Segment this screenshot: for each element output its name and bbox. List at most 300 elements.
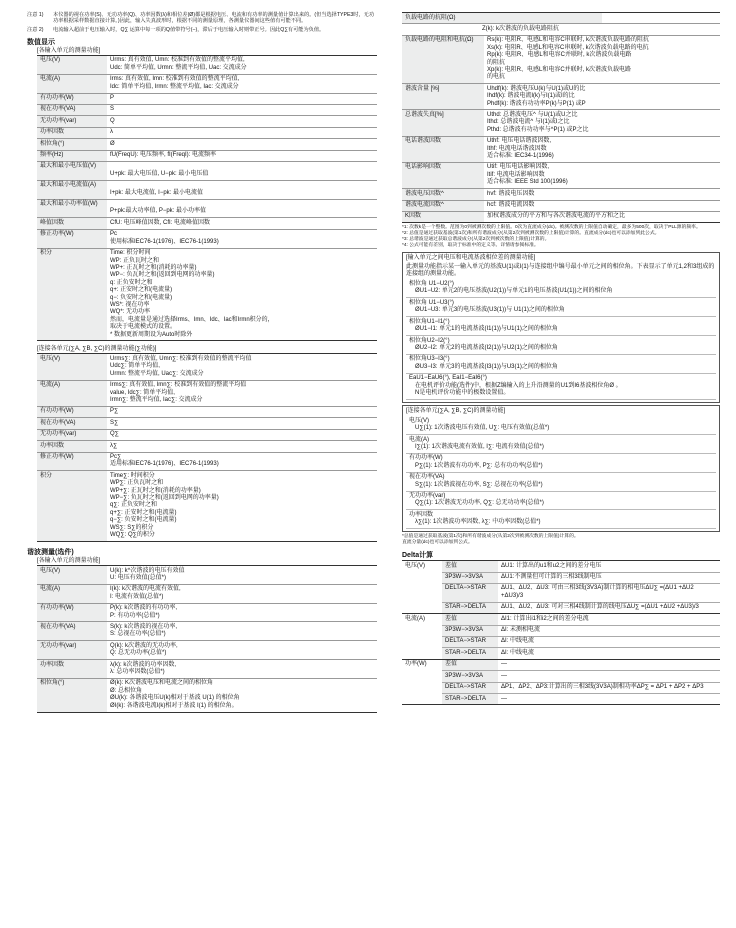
row-value: [484, 212, 720, 222]
numeric-display-title: 数值显示: [27, 38, 55, 46]
delta-row: [442, 626, 720, 637]
table-row: [402, 110, 720, 136]
row-value: [107, 151, 377, 161]
table-row: [37, 418, 377, 429]
row-value: Z(k): k次谐波的负载电路阻抗: [482, 25, 559, 32]
table-row: [37, 585, 377, 604]
value-line: q+: 正安时之和(电流量): [110, 287, 173, 294]
delta-row: [442, 603, 720, 613]
note-key: 注意 1): [27, 12, 44, 18]
row-value: [107, 471, 377, 541]
value-line: Uthd: 总谐波电压^ 与U(1)或U之比: [487, 111, 578, 118]
row-label: 视在功率(VA): [37, 622, 107, 640]
phase-item: [406, 317, 716, 336]
delta-key: 差值: [442, 614, 498, 624]
table-row: [37, 622, 377, 641]
value-line: ΔI: 中线电流: [501, 649, 535, 656]
value-line: P∑: [110, 408, 119, 415]
row-label: 视在功率(VA): [37, 105, 107, 115]
table-row: [37, 200, 377, 219]
delta-key: STAR−>DELTA: [442, 603, 498, 613]
value-line: Uhdf(k): 谐波电压U(k)与U(1)或U的比: [487, 85, 586, 92]
row-value: [107, 181, 377, 199]
delta-rows: [442, 614, 720, 659]
row-label: 电话谐波因数: [402, 137, 484, 162]
delta-label: 电压(V): [405, 562, 425, 569]
value-line: 适合标准: IEEE Std 100(1996): [487, 179, 568, 186]
item-desc: ØU2−I2: 单元2的电流基波(I2(1))与U2(1)之间的相位角: [415, 344, 558, 351]
row-label: 有功功率(W): [37, 604, 107, 622]
value-line: Time: 积分时间: [110, 250, 151, 257]
value-line: ΔI: 未测相电流: [501, 627, 541, 634]
value-line: q: 正负安时之和: [110, 279, 153, 286]
value-line: U(k): k^次谐波的电压有效值: [110, 567, 185, 574]
value-line: Urms∑: 真有效值, Umn∑: 校准到有效值的整流平均值: [110, 355, 252, 362]
row-label: 积分: [37, 249, 107, 341]
value-line: WP−: 负瓦时之和(返回到电网的功率量): [110, 272, 215, 279]
row-label: 总谐波失真[%]: [402, 110, 484, 135]
row-value: [484, 84, 720, 109]
value-line: [110, 163, 374, 170]
footnote: 直流分量(dc)也可以添加到公式。: [402, 540, 473, 546]
item-desc: 在电机评价功能(选件)中，根据Z编输入的上升沿测量的U1到I6基波相位角Ø 。: [415, 382, 622, 389]
value-line: S: 总视在功率(总值*): [110, 631, 166, 638]
item-label: 电压(V): [409, 417, 429, 424]
table-row: [37, 181, 377, 200]
value-line: Ø(k): K次谐波电压和电流之间的相位角: [110, 680, 213, 687]
value-line: ΔI1: 计算出i1和i2之间的差分电流: [501, 615, 589, 622]
delta-group: [402, 660, 720, 706]
item-desc: ØU1−U3: 单元3的电压基波(U3(1))与 U1(1)之间的相位角: [415, 307, 565, 314]
value-line: 使用标准IEC76-1(1976)、IEC76-1(1993): [110, 238, 219, 245]
value-line: S∑: [110, 419, 119, 426]
row-label: 电话影响因数: [402, 163, 484, 188]
table-row: [402, 36, 720, 84]
footnote: *3: 总谐波是通过获取总谐波成分(从第2次到被次数的上限值)计算的。: [402, 237, 550, 243]
value-line: P+pk:最大功率值, P−pk: 最小功率值: [110, 208, 207, 215]
value-line: ΔU1、ΔU2、ΔU3: 可由三相3线(3V3A)制计算的相电压: [501, 585, 646, 592]
row-label: 最大和最小电流值(A): [37, 181, 107, 199]
table-row: [37, 441, 377, 452]
table-row: [37, 162, 377, 181]
row-label: 最大和最小功率值(W): [37, 200, 107, 218]
row-label: 有功功率(W): [37, 94, 107, 104]
numeric-table: [37, 55, 377, 342]
delta-table: [402, 560, 720, 705]
sigma-subtitle: [连接各单元(∑A, ∑B, ∑C)的测量功能(∑功能)]: [37, 346, 157, 353]
value-line: WP∑: 正负瓦时之和: [110, 480, 164, 487]
row-value: [107, 162, 377, 180]
table-row: [37, 116, 377, 127]
note-text: 本仪器的视在功率(S)、无功功率(Q)、功率因数(λ)和相位差(Ø)都是根据电压、电流和有功率的测量值计算出来的。(但当选择TYPE3时，无功功率根据采样数据直接计算。)因此，输入失真波形时，根据不同的测量原理，各测量仪器间这些值有可能不同。: [53, 12, 375, 25]
value-line: value, Idc∑: 简单平均值,: [110, 389, 175, 396]
value-line: hcf: 谐波电流因数: [487, 202, 535, 209]
delta-row: [442, 671, 720, 682]
sigma-item: [406, 510, 716, 529]
delta-group: [402, 614, 720, 660]
value-line: [110, 182, 374, 189]
delta-value: [498, 694, 720, 704]
value-line: U+pk: 最大电压值, U−pk: 最小电压值: [110, 170, 209, 177]
value-line: fU(FreqU): 电压频率, fI(FreqI): 电流频率: [110, 152, 217, 159]
table-row: [402, 137, 720, 163]
delta-row: [442, 561, 720, 572]
box-heading: [输入单元之间电压和电流基波相位差的测量功能]: [406, 255, 536, 262]
sigma-item: [406, 454, 716, 473]
row-value: [107, 641, 377, 659]
harmonic-title: 谐波测量(选件): [27, 549, 74, 557]
value-line: ΔU1、ΔU2、ΔU3: 可对三相4线制计算的线电压: [501, 604, 627, 611]
value-line: P: 有功功率(总值*): [110, 612, 160, 619]
delta-key: 差值: [442, 660, 498, 670]
value-line: Idc: 简单平均值, Irmn: 整流平均值, Iac: 交流成分: [110, 83, 239, 90]
row-label: 修正功率(W): [37, 230, 107, 248]
value-line: * 数据更新周期设为Auto时除外: [110, 331, 193, 338]
row-value: [107, 218, 377, 228]
footnote: *1: 次数k是一个整数。范围为0到被测次数的上限值。0次为直流成分(dc)。被测次数的上限值自动确定，最多为500次，取决于PLL源的频率。: [402, 225, 701, 231]
value-line: Pc: [110, 231, 118, 238]
delta-row: [442, 584, 720, 603]
delta-value: [498, 614, 720, 624]
delta-row: [442, 614, 720, 625]
delta-key: DELTA−>STAR: [442, 683, 498, 693]
note-key: 注意 2): [27, 26, 44, 33]
row-value: [107, 56, 377, 74]
delta-key: 3P3W−>3V3A: [442, 626, 498, 636]
delta-row: [442, 683, 720, 694]
delta-key: DELTA−>STAR: [442, 584, 498, 602]
table-row: [37, 407, 377, 418]
row-value: [107, 128, 377, 138]
row-value: [484, 189, 720, 199]
table-row: [402, 163, 720, 189]
delta-rows: [442, 561, 720, 613]
box-heading: [连接各单元(∑A, ∑B, ∑C)的测量功能]: [406, 407, 506, 414]
delta-label: 电流(A): [405, 615, 425, 622]
harmonic-table-cont: [402, 12, 720, 223]
value-line: WQ∑: Q∑的积分: [110, 532, 155, 539]
item-desc: ØU1−I1: 单元1的电流基波(I1(1))与U1(1)之间的相位角: [415, 326, 558, 333]
delta-row: [442, 660, 720, 671]
value-line: Q: [110, 117, 115, 124]
value-line: P(k): k次谐波的有功功率,: [110, 605, 177, 612]
row-value: [107, 354, 377, 379]
item-label: EaU1−EaU6(°), EaI1−EaI6(°): [409, 375, 487, 382]
value-line: Rs(k): 电阻R、电感L和电容C串联时, k次谐波负载电路的阻抗: [487, 37, 650, 44]
sigma-item: [406, 416, 716, 435]
value-line: ØU(k): 各谐波电压U(k)相对于基波 U(1) 的相位角: [110, 695, 240, 702]
row-label: 无功功率(var): [37, 641, 107, 659]
item-label: 相位角 U1−U2(°): [409, 281, 454, 288]
delta-row: [442, 694, 720, 704]
delta-value: [498, 584, 720, 602]
value-line: —: [501, 695, 507, 702]
item-desc: P∑(1): 1次谐波有功功率, P∑: 总有功功率(总值*): [415, 462, 543, 469]
row-label: K因数: [402, 212, 484, 222]
value-line: Q(k): k次谐波的无功功率,: [110, 642, 178, 649]
item-label: 功率因数: [409, 511, 434, 518]
row-value: [107, 604, 377, 622]
value-line: Time∑: 时间积分: [110, 472, 155, 479]
delta-title: Delta计算: [402, 552, 434, 560]
value-line: 适用标准IEC76-1(1976)、IEC76-1(1993): [110, 461, 219, 468]
item-desc: λ∑(1): 1次谐波功率因数, λ∑: 中功率因数(总值*): [415, 519, 541, 526]
item-desc: S∑(1): 1次谐波视在功率, S∑: 总视在功率(总值*): [415, 481, 543, 488]
row-value: [484, 110, 720, 135]
row-label: 相位角(°): [37, 139, 107, 149]
item-desc: ØU1−U2: 单元2的电压基波(U2(1))与单元1的电压基波(U1(1))之间的相位角: [415, 288, 613, 295]
table-row: [37, 105, 377, 116]
value-line: CfU: 电压峰值因数, CfI: 电流峰值因数: [110, 219, 211, 226]
value-line: I: 电流有效值(总值*): [110, 593, 164, 600]
sigma-item: [406, 492, 716, 511]
footnote: *4: 公式可能有差别，取决于标准中的定义等。详情请参阅标准。: [402, 243, 539, 249]
delta-value: [498, 573, 720, 583]
per-unit-subtitle: [各输入单元的测量功能]: [37, 47, 101, 54]
table-row: [402, 189, 720, 200]
table-row: [402, 201, 720, 212]
delta-value: [498, 660, 720, 670]
delta-rows: [442, 660, 720, 705]
value-line: WP: 正负瓦时之和: [110, 257, 159, 264]
table-row: [37, 151, 377, 162]
notes: [27, 12, 377, 33]
row-value: [107, 94, 377, 104]
table-row: [37, 354, 377, 380]
table-row: [37, 604, 377, 623]
item-label: 相位角 U1−U3(°): [409, 299, 454, 306]
row-label: 谐波含量 [%]: [402, 84, 484, 109]
note: [27, 12, 377, 25]
value-line: WS∑: S∑的积分: [110, 524, 154, 531]
value-line: ΔP∑ = ΔP1 + ΔP2 + ΔP3: [636, 684, 704, 691]
table-row: [402, 84, 720, 110]
delta-value: [498, 603, 720, 613]
row-value: [107, 116, 377, 126]
row-label: 电压(V): [37, 566, 107, 584]
value-line: P: [110, 95, 115, 102]
value-line: Xs(k): 电阻R、电感L和电容C串联时, k次谐波负载电路的电抗: [487, 44, 649, 51]
value-line: Rp(k): 电阻R、电感L和电容C并联时, k次谐波负载电路: [487, 52, 632, 59]
row-value: [107, 585, 377, 603]
delta-key: 3P3W−>3V3A: [442, 573, 498, 583]
delta-value: [498, 671, 720, 681]
row-value: [107, 407, 377, 417]
value-line: Ø: [110, 140, 115, 147]
value-line: Udc∑: 简单平均值,: [110, 363, 160, 370]
value-line: —: [501, 672, 507, 679]
item-desc: ØU3−I3: 单元3的电流基波(I3(1))与U3(1)之间的相位角: [415, 363, 558, 370]
value-line: ØI(k): 各谐波电流I(k)相对于基波 I(1) 的相位角。: [110, 702, 238, 709]
item-label: 相位角U1−I1(°): [409, 318, 450, 325]
value-line: Ithd: 总谐波电流^ 与I(1)或I之比: [487, 119, 570, 126]
value-line: Ihdf(k): 谐波电流I(k)与I(1)或I的比: [487, 93, 575, 100]
row-label: 功率因数: [37, 660, 107, 678]
row-label: 电流(A): [37, 75, 107, 93]
value-line: Itif: 电流电话影响因数: [487, 171, 545, 178]
delta-value: [498, 626, 720, 636]
table-row: [37, 249, 377, 342]
row-value: [107, 230, 377, 248]
row-value: [107, 75, 377, 93]
phase-item: [406, 280, 716, 299]
phase-item: [406, 336, 716, 355]
table-row: [37, 679, 377, 713]
value-line: I+pk: 最大电流值, I−pk: 最小电流值: [110, 189, 204, 196]
item-desc: I∑(1): 1次谐波电流有效值, I∑: 电流有效值(总值*): [415, 443, 544, 450]
row-value: [107, 200, 377, 218]
value-line: Ithf: 电流电话谐波因数: [487, 145, 547, 152]
delta-key: STAR−>DELTA: [442, 694, 498, 704]
item-label: 相位角U3−I3(°): [409, 356, 450, 363]
value-line: Urmn: 整流平均值, Uac∑: 交流成分: [110, 370, 204, 377]
row-value: [107, 660, 377, 678]
table-row: [37, 453, 377, 472]
value-line: WQ*: 无功功率: [110, 309, 150, 316]
value-line: Urms: 真有效值, Umn: 校准到有效值的整流平均值,: [110, 57, 245, 64]
row-value: [107, 453, 377, 471]
table-row: [37, 75, 377, 94]
item-desc: N是电机评价功能中的极数设置值。: [415, 389, 510, 396]
value-line: U: 电压有效值(总值*): [110, 574, 166, 581]
value-line: WS*: 视在功率: [110, 301, 150, 308]
value-line: Xp(k): 电阻R、电感L和电容C并联时, k次谐波负载电路: [487, 66, 632, 73]
row-value: [107, 441, 377, 451]
row-value: [107, 139, 377, 149]
value-line: S: [110, 106, 115, 113]
value-line: S(k): k次谐波的视在功率,: [110, 623, 177, 630]
sigma-table: [37, 353, 377, 542]
value-line: ΔU∑ =(ΔU1 +ΔU2 +ΔU3)/3: [626, 604, 699, 611]
harmonic-footnotes: [402, 225, 720, 249]
value-line: WP−∑: 负瓦时之和(返回到电网的功率量): [110, 495, 219, 502]
value-line: 取决于电流模式的设置。: [110, 324, 177, 331]
sigma-item: [406, 435, 716, 454]
row-label: 负载电路的抗阻(Ω): [402, 13, 602, 23]
table-row: [37, 430, 377, 441]
row-label: 负载电路的电阻和电抗(Ω): [402, 36, 484, 83]
value-line: Irms: 真有效值, Imn: 校准到有效值的整流平均值,: [110, 76, 240, 83]
value-line: Q: 总无功功率(总值*): [110, 650, 167, 657]
table-row: [37, 566, 377, 585]
table-row: [37, 128, 377, 139]
row-label: 有功功率(W): [37, 407, 107, 417]
table-row: [37, 381, 377, 407]
footnote: *总值是通过获取基波(第1次)和所有谐波成分(从第2次到被测次数的上限值)计算的。: [402, 534, 579, 540]
row-label: 电压(V): [37, 354, 107, 379]
delta-value: [498, 637, 720, 647]
row-label: 频率(Hz): [37, 151, 107, 161]
item-label: 无功功率(var): [409, 493, 446, 499]
table-row: [37, 94, 377, 105]
value-line: λ: [110, 129, 113, 136]
delta-label: 功率(W): [405, 661, 427, 668]
harmonic-table: [37, 565, 377, 713]
value-line: Pc∑: [110, 454, 122, 461]
row-value: [107, 381, 377, 406]
value-line: Irms∑: 真有效值, Imn∑: 校准到有效值的整流平均值: [110, 382, 247, 389]
phase-item: [406, 355, 716, 374]
left-column: [27, 12, 377, 713]
table-row: [402, 24, 720, 35]
delta-value: [498, 561, 720, 571]
value-line: q−: 负安时之和(电流量): [110, 294, 173, 301]
value-line: ΔP1、ΔP2、ΔP3:计算出的三相3线(3V3A)制相功率: [501, 684, 637, 691]
value-line: ΔU1:不测量但可计算的三相3线制电压: [501, 574, 602, 581]
value-line: 适合标准: IEC34-1(1996): [487, 153, 554, 159]
item-label: 相位角U2−I2(°): [409, 337, 450, 344]
value-line: Phdf(k): 谐波有功功率P(k)与P(1) 或P: [487, 100, 586, 107]
box-heading: 此测量功能指示某一输入单元的基波U(1)或I(1)与连接组中编号最小单元之间的相位角。下表显示了单元1,2和3组成的连接组的测量功能。: [406, 263, 715, 278]
value-line: —: [501, 661, 507, 668]
value-line: WP+∑: 正瓦时之和(消耗的功率量): [110, 487, 201, 494]
item-desc: Q∑(1): 1次谐波无功功率, Q∑: 总无功功率(总值*): [415, 500, 544, 507]
table-row: [37, 56, 377, 75]
row-label: 功率因数: [37, 441, 107, 451]
table-row: [37, 641, 377, 660]
value-line: hvf: 谐波电压因数: [487, 190, 535, 197]
value-line: Ø: 总相位角: [110, 687, 143, 694]
value-line: Udc: 简单平均值, Urmn: 整流平均值, Uac: 交流成分: [110, 64, 247, 71]
row-label: 积分: [37, 471, 107, 541]
value-line: Pthd: 总谐波有功功率与^P(1) 或P之比: [487, 126, 589, 133]
sigma-footnote: [402, 534, 720, 546]
value-line: ΔI: 中线电流: [501, 638, 535, 645]
row-label: 相位角(°): [37, 679, 107, 712]
value-line: WP+: 正瓦时之和(消耗的功率量): [110, 264, 197, 271]
value-line: ΔU∑ =(ΔU1 +ΔU2 +ΔU3)/3: [501, 585, 694, 599]
delta-key: 3P3W−>3V3A: [442, 671, 498, 681]
row-value: [484, 201, 720, 211]
delta-row: [442, 573, 720, 584]
row-value: [484, 36, 720, 83]
sigma-item: [406, 473, 716, 492]
value-line: 然而，电流量是通过选择Irms、Imn、Idc、Iac和Irmn积分的，: [110, 316, 274, 323]
delta-group: [402, 561, 720, 614]
phase-difference-box: [402, 252, 720, 403]
harmonic-subtitle: [各输入单元的测量功能]: [37, 558, 101, 565]
item-desc: U∑(1): 1次谐波电压有效值, U∑: 电压有效值(总值*): [415, 425, 550, 432]
item-label: 有功功率(W): [409, 455, 443, 462]
table-row: [37, 139, 377, 150]
footnote: *2: 总值是通过获取基波(第1次)和所有谐波成分(从第2次到被测次数的上限值)计算的。直流成分(dc)也可以添加到此公式。: [402, 231, 660, 237]
row-value: [484, 163, 720, 188]
table-row: [402, 13, 720, 24]
value-line: λ(k): k次谐波的功率因数,: [110, 661, 176, 668]
right-column: [402, 12, 720, 705]
row-value: [107, 622, 377, 640]
value-line: 加权谐波成分的平方和与各次谐波电流的平方和之比: [487, 213, 626, 220]
row-label: 视在功率(VA): [37, 418, 107, 428]
row-label: 谐波电压因数^: [402, 189, 484, 199]
delta-value: [498, 683, 720, 693]
row-value: [484, 137, 720, 162]
value-line: 的电抗: [487, 74, 506, 81]
value-line: Q∑: [110, 431, 119, 438]
row-value: [107, 418, 377, 428]
row-label: 无功功率(var): [37, 430, 107, 440]
row-label: 修正功率(W): [37, 453, 107, 471]
note: [27, 27, 377, 33]
value-line: q∑: 正负安时之和: [110, 502, 157, 509]
value-line: ΔU1: 计算出的u1和u2之间的差分电压: [501, 562, 602, 569]
table-row: [37, 471, 377, 542]
row-label: 无功功率(var): [37, 116, 107, 126]
row-label: 电流(A): [37, 585, 107, 603]
delta-key: STAR−>DELTA: [442, 648, 498, 658]
delta-key: 差值: [442, 561, 498, 571]
note-text: 电流输入超前于电压输入时，Q∑ 运算中每一项的Q值带符号(−)，滞后于电压输入时则带正号。因此Q∑有可能为负值。: [53, 26, 325, 33]
